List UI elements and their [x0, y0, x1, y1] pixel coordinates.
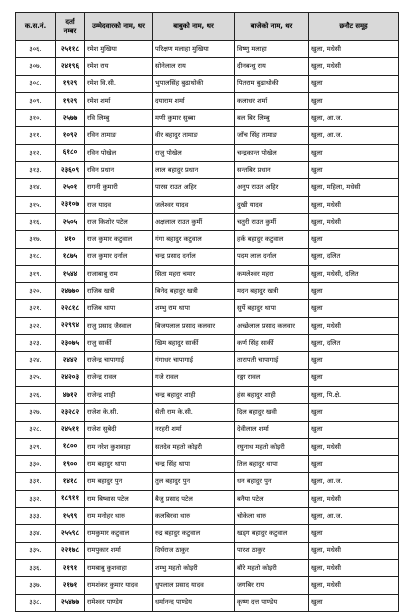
table-row [16, 213, 399, 230]
serial-number-cell: ३१२. [16, 144, 56, 161]
roll-number-cell: १८०० [56, 438, 85, 455]
roll-number-cell: ६१८० [56, 144, 85, 161]
table-row [16, 127, 399, 144]
serial-number-cell: ३०७. [16, 58, 56, 75]
table-row [16, 162, 399, 179]
grandfather-name-cell: पदम लाल दर्नाल [235, 248, 309, 265]
table-row [16, 369, 399, 386]
roll-number-cell: २४४२ [56, 352, 85, 369]
table-row [16, 421, 399, 438]
candidate-name-cell: रामकुमार कटुवाल [85, 525, 153, 542]
selection-group-cell: खुला, मधेसी [309, 41, 399, 58]
serial-number-cell: ३२५. [16, 369, 56, 386]
grandfather-name-cell: धन बहादुर पुन [235, 473, 309, 490]
roll-number-cell: २३२८२ [56, 404, 85, 421]
serial-number-cell: ३२८. [16, 421, 56, 438]
roll-number-cell: २५०५ [56, 213, 85, 230]
selection-group-cell: खुला [309, 369, 399, 386]
table-row [16, 196, 399, 213]
selection-group-cell: खुला, आ.ज. [309, 110, 399, 127]
table-row [16, 144, 399, 161]
serial-number-cell: ३३६. [16, 559, 56, 576]
grandfather-name-cell: विष्णु मलाहा [235, 41, 309, 58]
candidate-name-cell: राजेश के.सी. [85, 404, 153, 421]
grandfather-name-cell: बौरे महतो कोइरी [235, 559, 309, 576]
header-roll-number: दर्ता नम्बर [56, 13, 85, 41]
candidate-name-cell: राम बहादुर थापा [85, 456, 153, 473]
candidate-name-cell: रवि लिम्बु [85, 110, 153, 127]
father-name-cell: दिर्घराज ठाकुर [153, 542, 235, 559]
roll-number-cell: २२१७८ [56, 542, 85, 559]
candidate-name-cell: राज यादव [85, 196, 153, 213]
table-row [16, 265, 399, 282]
candidate-name-cell: राजिब खत्री [85, 283, 153, 300]
serial-number-cell: ३१६. [16, 213, 56, 230]
grandfather-name-cell: देवीलाल शर्मा [235, 421, 309, 438]
table-row [16, 525, 399, 542]
candidate-name-cell: राज कुमार दर्नाल [85, 248, 153, 265]
father-name-cell: गंगाधर चापागाई [153, 352, 235, 369]
candidate-name-cell: राज कुमार कटुवाल [85, 231, 153, 248]
selection-group-cell: खुला [309, 283, 399, 300]
serial-number-cell: ३११. [16, 127, 56, 144]
grandfather-name-cell: कमलेश्वर महरा [235, 265, 309, 282]
selection-group-cell: खुला [309, 231, 399, 248]
roll-number-cell: ४७१२ [56, 386, 85, 403]
roll-number-cell: २४७७० [56, 283, 85, 300]
table-row [16, 283, 399, 300]
grandfather-name-cell: खड्ग बहादुर कटुवाल [235, 525, 309, 542]
serial-number-cell: ३३५. [16, 542, 56, 559]
candidate-list-table [15, 12, 399, 612]
serial-number-cell: ३२४. [16, 352, 56, 369]
grandfather-name-cell: बनैया पटेल [235, 490, 309, 507]
grandfather-name-cell: दिल बहादुर खवी [235, 404, 309, 421]
table-row [16, 508, 399, 525]
selection-group-cell: खुला [309, 594, 399, 611]
table-row [16, 542, 399, 559]
selection-group-cell: खुला, मधेसी [309, 559, 399, 576]
candidate-name-cell: रविन प्रधान [85, 162, 153, 179]
candidate-name-cell: रमेश राय [85, 58, 153, 75]
selection-group-cell: खुला, दलित [309, 248, 399, 265]
serial-number-cell: ३२१. [16, 300, 56, 317]
roll-number-cell: २३१०७ [56, 196, 85, 213]
serial-number-cell: ३१०. [16, 110, 56, 127]
serial-number-cell: ३०६. [16, 41, 56, 58]
selection-group-cell: खुला, आ.ज. [309, 473, 399, 490]
grandfather-name-cell: जाँच सिंह तामाङ [235, 127, 309, 144]
father-name-cell: शम्भु महतो कोइरी [153, 559, 235, 576]
table-row [16, 559, 399, 576]
grandfather-name-cell: हर्क बहादुर कटुवाल [235, 231, 309, 248]
roll-number-cell: २४१९६ [56, 58, 85, 75]
table-row [16, 317, 399, 334]
candidate-name-cell: रविन तामाङ [85, 127, 153, 144]
grandfather-name-cell: तिल बहादुर थापा [235, 456, 309, 473]
grandfather-name-cell: हंस बहादुर शाही [235, 386, 309, 403]
selection-group-cell: खुला [309, 144, 399, 161]
table-row [16, 75, 399, 92]
candidate-name-cell: रमेश वि.सी. [85, 75, 153, 92]
father-name-cell: रुद्र बहादुर कटुवाल [153, 525, 235, 542]
table-row [16, 41, 399, 58]
serial-number-cell: ३०८. [16, 75, 56, 92]
roll-number-cell: २५४७७ [56, 594, 85, 611]
roll-number-cell: २२८१८ [56, 300, 85, 317]
father-name-cell: कलबिरवा थारु [153, 508, 235, 525]
table-row [16, 490, 399, 507]
table-row [16, 473, 399, 490]
roll-number-cell: २३६०९ [56, 162, 85, 179]
table-row [16, 577, 399, 594]
grandfather-name-cell: चोकेला थारु [235, 508, 309, 525]
father-name-cell: बिनेद बहादुर खत्री [153, 283, 235, 300]
grandfather-name-cell: पारश ठाकुर [235, 542, 309, 559]
header-father-name: बाबुको नाम, थर [153, 13, 235, 41]
father-name-cell: सिता महरा चमार [153, 265, 235, 282]
roll-number-cell: २४५११ [56, 421, 85, 438]
serial-number-cell: ३१३. [16, 162, 56, 179]
candidate-name-cell: राजेश सुबेदी [85, 421, 153, 438]
roll-number-cell: १८७५ [56, 248, 85, 265]
serial-number-cell: ३३२. [16, 490, 56, 507]
table-row [16, 92, 399, 109]
serial-number-cell: ३१९. [16, 265, 56, 282]
selection-group-cell: खुला [309, 75, 399, 92]
serial-number-cell: ३१५. [16, 196, 56, 213]
roll-number-cell: २१९१ [56, 559, 85, 576]
roll-number-cell: २३०७५ [56, 335, 85, 352]
roll-number-cell: २५११८ [56, 41, 85, 58]
grandfather-name-cell: अच्छेलाल प्रसाद कलवार [235, 317, 309, 334]
father-name-cell: पारस राउत अहिर [153, 179, 235, 196]
serial-number-cell: ३२०. [16, 283, 56, 300]
table-row [16, 404, 399, 421]
selection-group-cell: खुला [309, 421, 399, 438]
serial-number-cell: ३३१. [16, 473, 56, 490]
roll-number-cell: १९२९ [56, 92, 85, 109]
candidate-name-cell: राम बिष्वास पटेल [85, 490, 153, 507]
table-row [16, 386, 399, 403]
selection-group-cell: खुला, मधेसी [309, 213, 399, 230]
table-row [16, 594, 399, 611]
serial-number-cell: ३२७. [16, 404, 56, 421]
serial-number-cell: ३२२. [16, 317, 56, 334]
table-row [16, 438, 399, 455]
roll-number-cell: २२९९४ [56, 317, 85, 334]
table-row [16, 300, 399, 317]
selection-group-cell: खुला, दलित [309, 335, 399, 352]
selection-group-cell: खुला, आ.ज. [309, 127, 399, 144]
father-name-cell: राजु पोखेल [153, 144, 235, 161]
candidate-name-cell: रागनी कुमारी [85, 179, 153, 196]
selection-group-cell: खुला, मधेसी [309, 577, 399, 594]
table-row [16, 58, 399, 75]
serial-number-cell: ३०९. [16, 92, 56, 109]
grandfather-name-cell: कलाधर शर्मा [235, 92, 309, 109]
father-name-cell: चन्द्र प्रसाद दर्नाल [153, 248, 235, 265]
candidate-name-cell: राम मनोहर थारु [85, 508, 153, 525]
father-name-cell: चन्द्र सिंह थापा [153, 456, 235, 473]
father-name-cell: सोनेलाल राय [153, 58, 235, 75]
roll-number-cell: १९०० [56, 456, 85, 473]
grandfather-name-cell: रघुनाथ महतो कोइरी [235, 438, 309, 455]
table-row [16, 110, 399, 127]
serial-number-cell: ३२३. [16, 335, 56, 352]
selection-group-cell: खुला, मधेसी, दलित [309, 265, 399, 282]
father-name-cell: मणी कुमार सुब्बा [153, 110, 235, 127]
father-name-cell: गजे रावल [153, 369, 235, 386]
candidate-name-cell: राजाबाबु राम [85, 265, 153, 282]
serial-number-cell: ३३७. [16, 577, 56, 594]
grandfather-name-cell: चतुरी राउत कुर्मी [235, 213, 309, 230]
father-name-cell: भुपालसिंह बुढाथोकी [153, 75, 235, 92]
father-name-cell: वीर बहादुर तामाङ [153, 127, 235, 144]
candidate-name-cell: रामपुकार शर्मा [85, 542, 153, 559]
table-header [16, 13, 399, 41]
candidate-name-cell: रविन पोखेल [85, 144, 153, 161]
selection-group-cell: खुला, महिला, मधेसी [309, 179, 399, 196]
father-name-cell: दयाराम शर्मा [153, 92, 235, 109]
father-name-cell: बैजु प्रसाद पटेल [153, 490, 235, 507]
roll-number-cell: २५०१ [56, 179, 85, 196]
table-row [16, 456, 399, 473]
grandfather-name-cell: चन्द्रकान्त पोखेल [235, 144, 309, 161]
candidate-name-cell: राजु प्रसाद जैस्वाल [85, 317, 153, 334]
grandfather-name-cell: बल बिर लिम्बु [235, 110, 309, 127]
serial-number-cell: ३३३. [16, 508, 56, 525]
roll-number-cell: २५५९८ [56, 525, 85, 542]
candidate-name-cell: रामेश्वर पाण्डेय [85, 594, 153, 611]
serial-number-cell: ३३८. [16, 594, 56, 611]
selection-group-cell: खुला, मधेसी [309, 196, 399, 213]
candidate-name-cell: राम नरेश कुशवाहा [85, 438, 153, 455]
candidate-name-cell: रामशंकर कुमार यादव [85, 577, 153, 594]
father-name-cell: तुल बहादुर पुन [153, 473, 235, 490]
candidate-name-cell: राजेन्द्र रावल [85, 369, 153, 386]
grandfather-name-cell: कृष्ण दत्त पाण्डेय [235, 594, 309, 611]
selection-group-cell: खुला [309, 352, 399, 369]
grandfather-name-cell: कर्ण सिंह सार्की [235, 335, 309, 352]
father-name-cell: गंगा बहादुर कटुवाल [153, 231, 235, 248]
candidate-name-cell: राजेन्द्र चापागाई [85, 352, 153, 369]
grandfather-name-cell: जगबिर राय [235, 577, 309, 594]
serial-number-cell: ३१४. [16, 179, 56, 196]
table-row [16, 231, 399, 248]
table-row [16, 179, 399, 196]
father-name-cell: खिम बहादुर सार्की [153, 335, 235, 352]
table-body [16, 41, 399, 612]
grandfather-name-cell: पितराम बुढाथोकी [235, 75, 309, 92]
father-name-cell: बिजयलाल प्रसाद कलवार [153, 317, 235, 334]
candidate-name-cell: राम बहादुर पुन [85, 473, 153, 490]
candidate-name-cell: रमेश शर्मा [85, 92, 153, 109]
father-name-cell: नरहरी शर्मा [153, 421, 235, 438]
serial-number-cell: ३२६. [16, 386, 56, 403]
candidate-name-cell: रमेश मुखिया [85, 41, 153, 58]
father-name-cell: धुपलाल प्रसाद यादव [153, 577, 235, 594]
grandfather-name-cell: अनुप राउत अहिर [235, 179, 309, 196]
selection-group-cell: खुला, मधेसी [309, 542, 399, 559]
grandfather-name-cell: सुर्ये बहादुर थापा [235, 300, 309, 317]
roll-number-cell: १८९११ [56, 490, 85, 507]
roll-number-cell: १५४४ [56, 265, 85, 282]
roll-number-cell: २४२०३ [56, 369, 85, 386]
roll-number-cell: ४१० [56, 231, 85, 248]
selection-group-cell: खुला [309, 404, 399, 421]
roll-number-cell: २१७१ [56, 577, 85, 594]
serial-number-cell: ३१८. [16, 248, 56, 265]
candidate-name-cell: राज किशोर पटेल [85, 213, 153, 230]
serial-number-cell: ३३४. [16, 525, 56, 542]
father-name-cell: अक्षलाल राउत कुर्मी [153, 213, 235, 230]
grandfather-name-cell: सन्तबिर प्रधान [235, 162, 309, 179]
selection-group-cell: खुला [309, 162, 399, 179]
father-name-cell: धर्मानन्द पाण्डेय [153, 594, 235, 611]
selection-group-cell: खुला, मधेसी [309, 317, 399, 334]
serial-number-cell: ३१७. [16, 231, 56, 248]
selection-group-cell: खुला, पि.क्षे. [309, 386, 399, 403]
father-name-cell: सेती राम के.सी. [153, 404, 235, 421]
grandfather-name-cell: दुखी यादव [235, 196, 309, 213]
selection-group-cell: खुला [309, 456, 399, 473]
father-name-cell: जलेश्वर यादव [153, 196, 235, 213]
header-row [16, 13, 399, 41]
roll-number-cell: १५९९ [56, 508, 85, 525]
roll-number-cell: १४१८ [56, 473, 85, 490]
header-selection-group: छनौट समूह [309, 13, 399, 41]
header-grandfather-name: बाजेको नाम, थर [235, 13, 309, 41]
selection-group-cell: खुला, आ.ज. [309, 508, 399, 525]
father-name-cell: चन्द्र बहादुर शाही [153, 386, 235, 403]
header-serial-number: क.स.नं. [16, 13, 56, 41]
selection-group-cell: खुला, मधेसी [309, 438, 399, 455]
father-name-cell: लाल बहादुर प्रधान [153, 162, 235, 179]
header-candidate-name: उम्मेदवारको नाम, थर [85, 13, 153, 41]
roll-number-cell: १९२९ [56, 75, 85, 92]
candidate-name-cell: राजेन्द्र शाही [85, 386, 153, 403]
father-name-cell: शम्भु राम थापा [153, 300, 235, 317]
candidate-name-cell: रामबाबु कुशवाहा [85, 559, 153, 576]
candidate-name-cell: राजु सार्की [85, 335, 153, 352]
selection-group-cell: खुला, मधेसी [309, 58, 399, 75]
serial-number-cell: ३३०. [16, 456, 56, 473]
table-row [16, 335, 399, 352]
selection-group-cell: खुला [309, 525, 399, 542]
table-row [16, 248, 399, 265]
selection-group-cell: खुला, मधेसी [309, 490, 399, 507]
serial-number-cell: ३२९. [16, 438, 56, 455]
candidate-name-cell: राजिब थापा [85, 300, 153, 317]
father-name-cell: परिक्षण मलाहा मुखिया [153, 41, 235, 58]
roll-number-cell: २५७७ [56, 110, 85, 127]
selection-group-cell: खुला [309, 300, 399, 317]
selection-group-cell: खुला [309, 92, 399, 109]
grandfather-name-cell: तारापती चापागाई [235, 352, 309, 369]
grandfather-name-cell: रङ्गा रावल [235, 369, 309, 386]
table-row [16, 352, 399, 369]
grandfather-name-cell: मदन बहादुर खत्री [235, 283, 309, 300]
roll-number-cell: १०९२ [56, 127, 85, 144]
grandfather-name-cell: दीनबन्धु राय [235, 58, 309, 75]
father-name-cell: सतदेव महतो कोइरी [153, 438, 235, 455]
